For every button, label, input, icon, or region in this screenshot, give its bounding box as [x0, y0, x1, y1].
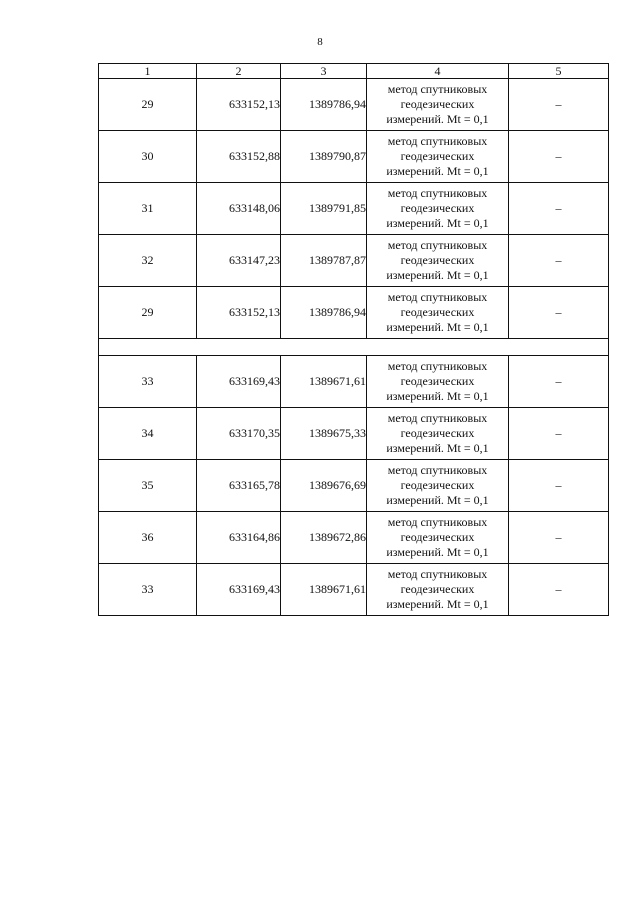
- header-cell: 5: [509, 64, 609, 79]
- method-text-line: измерений. Mt = 0,1: [386, 389, 489, 403]
- method-text-line: измерений. Mt = 0,1: [386, 545, 489, 559]
- accuracy-dash-cell: –: [509, 460, 609, 512]
- table-row: [99, 287, 609, 339]
- header-cell: 4: [367, 64, 509, 79]
- point-number-cell: 36: [99, 512, 197, 564]
- accuracy-dash-cell: –: [509, 287, 609, 339]
- point-number-cell: 34: [99, 408, 197, 460]
- separator-row: [99, 339, 609, 356]
- y-coordinate-cell: 1389786,94: [281, 287, 367, 339]
- x-coordinate-cell: 633152,13: [197, 287, 281, 339]
- x-coordinate-cell: 633147,23: [197, 235, 281, 287]
- y-coordinate-cell: 1389787,87: [281, 235, 367, 287]
- y-coordinate-cell: 1389791,85: [281, 183, 367, 235]
- x-coordinate-cell: 633164,86: [197, 512, 281, 564]
- method-text-line: геодезических: [400, 149, 475, 163]
- x-coordinate-cell: 633165,78: [197, 460, 281, 512]
- x-coordinate-cell: 633169,43: [197, 356, 281, 408]
- table-row: [99, 356, 609, 408]
- point-number-cell: 35: [99, 460, 197, 512]
- x-coordinate-cell: 633148,06: [197, 183, 281, 235]
- y-coordinate-cell: 1389786,94: [281, 79, 367, 131]
- point-number-cell: 31: [99, 183, 197, 235]
- method-text-line: метод спутниковых: [387, 411, 488, 425]
- method-cell: [367, 131, 509, 183]
- method-text-line: измерений. Mt = 0,1: [386, 493, 489, 507]
- method-text-line: метод спутниковых: [387, 567, 488, 581]
- accuracy-dash-cell: –: [509, 131, 609, 183]
- method-cell: [367, 79, 509, 131]
- accuracy-dash-cell: –: [509, 512, 609, 564]
- table-row: [99, 564, 609, 616]
- method-text-line: метод спутниковых: [387, 82, 488, 96]
- header-row: [99, 64, 609, 79]
- table-body: [99, 64, 609, 616]
- y-coordinate-cell: 1389676,69: [281, 460, 367, 512]
- method-cell: [367, 183, 509, 235]
- accuracy-dash-cell: –: [509, 408, 609, 460]
- point-number-cell: 32: [99, 235, 197, 287]
- method-text-line: измерений. Mt = 0,1: [386, 112, 489, 126]
- method-text-line: геодезических: [400, 478, 475, 492]
- x-coordinate-cell: 633170,35: [197, 408, 281, 460]
- y-coordinate-cell: 1389672,86: [281, 512, 367, 564]
- method-cell: [367, 287, 509, 339]
- method-text-line: геодезических: [400, 582, 475, 596]
- point-number-cell: 29: [99, 287, 197, 339]
- coordinates-table: [98, 63, 609, 616]
- point-number-cell: 33: [99, 356, 197, 408]
- method-text-line: метод спутниковых: [387, 186, 488, 200]
- header-cell: 1: [99, 64, 197, 79]
- method-text-line: геодезических: [400, 530, 475, 544]
- table-row: [99, 183, 609, 235]
- table-row: [99, 131, 609, 183]
- header-cell: 2: [197, 64, 281, 79]
- method-text-line: измерений. Mt = 0,1: [386, 597, 489, 611]
- y-coordinate-cell: 1389790,87: [281, 131, 367, 183]
- x-coordinate-cell: 633152,13: [197, 79, 281, 131]
- method-cell: [367, 408, 509, 460]
- method-cell: [367, 235, 509, 287]
- accuracy-dash-cell: –: [509, 183, 609, 235]
- table-row: [99, 408, 609, 460]
- point-number-cell: 30: [99, 131, 197, 183]
- separator-cell: [99, 339, 609, 356]
- header-cell: 3: [281, 64, 367, 79]
- table-row: [99, 460, 609, 512]
- accuracy-dash-cell: –: [509, 356, 609, 408]
- accuracy-dash-cell: –: [509, 235, 609, 287]
- method-text-line: измерений. Mt = 0,1: [386, 164, 489, 178]
- method-text-line: метод спутниковых: [387, 515, 488, 529]
- method-text-line: измерений. Mt = 0,1: [386, 268, 489, 282]
- point-number-cell: 33: [99, 564, 197, 616]
- method-text-line: метод спутниковых: [387, 134, 488, 148]
- x-coordinate-cell: 633152,88: [197, 131, 281, 183]
- method-cell: [367, 564, 509, 616]
- method-text-line: геодезических: [400, 97, 475, 111]
- method-text-line: геодезических: [400, 305, 475, 319]
- method-text-line: метод спутниковых: [387, 463, 488, 477]
- method-text-line: геодезических: [400, 426, 475, 440]
- table-row: [99, 235, 609, 287]
- y-coordinate-cell: 1389671,61: [281, 564, 367, 616]
- y-coordinate-cell: 1389671,61: [281, 356, 367, 408]
- table-row: [99, 512, 609, 564]
- page-number: 8: [317, 36, 323, 48]
- method-text-line: геодезических: [400, 374, 475, 388]
- method-text-line: измерений. Mt = 0,1: [386, 216, 489, 230]
- method-text-line: метод спутниковых: [387, 359, 488, 373]
- method-text-line: метод спутниковых: [387, 290, 488, 304]
- method-text-line: геодезических: [400, 201, 475, 215]
- y-coordinate-cell: 1389675,33: [281, 408, 367, 460]
- method-cell: [367, 512, 509, 564]
- method-text-line: измерений. Mt = 0,1: [386, 320, 489, 334]
- table-row: [99, 79, 609, 131]
- point-number-cell: 29: [99, 79, 197, 131]
- method-text-line: геодезических: [400, 253, 475, 267]
- accuracy-dash-cell: –: [509, 564, 609, 616]
- method-cell: [367, 356, 509, 408]
- accuracy-dash-cell: –: [509, 79, 609, 131]
- method-text-line: метод спутниковых: [387, 238, 488, 252]
- method-cell: [367, 460, 509, 512]
- method-text-line: измерений. Mt = 0,1: [386, 441, 489, 455]
- x-coordinate-cell: 633169,43: [197, 564, 281, 616]
